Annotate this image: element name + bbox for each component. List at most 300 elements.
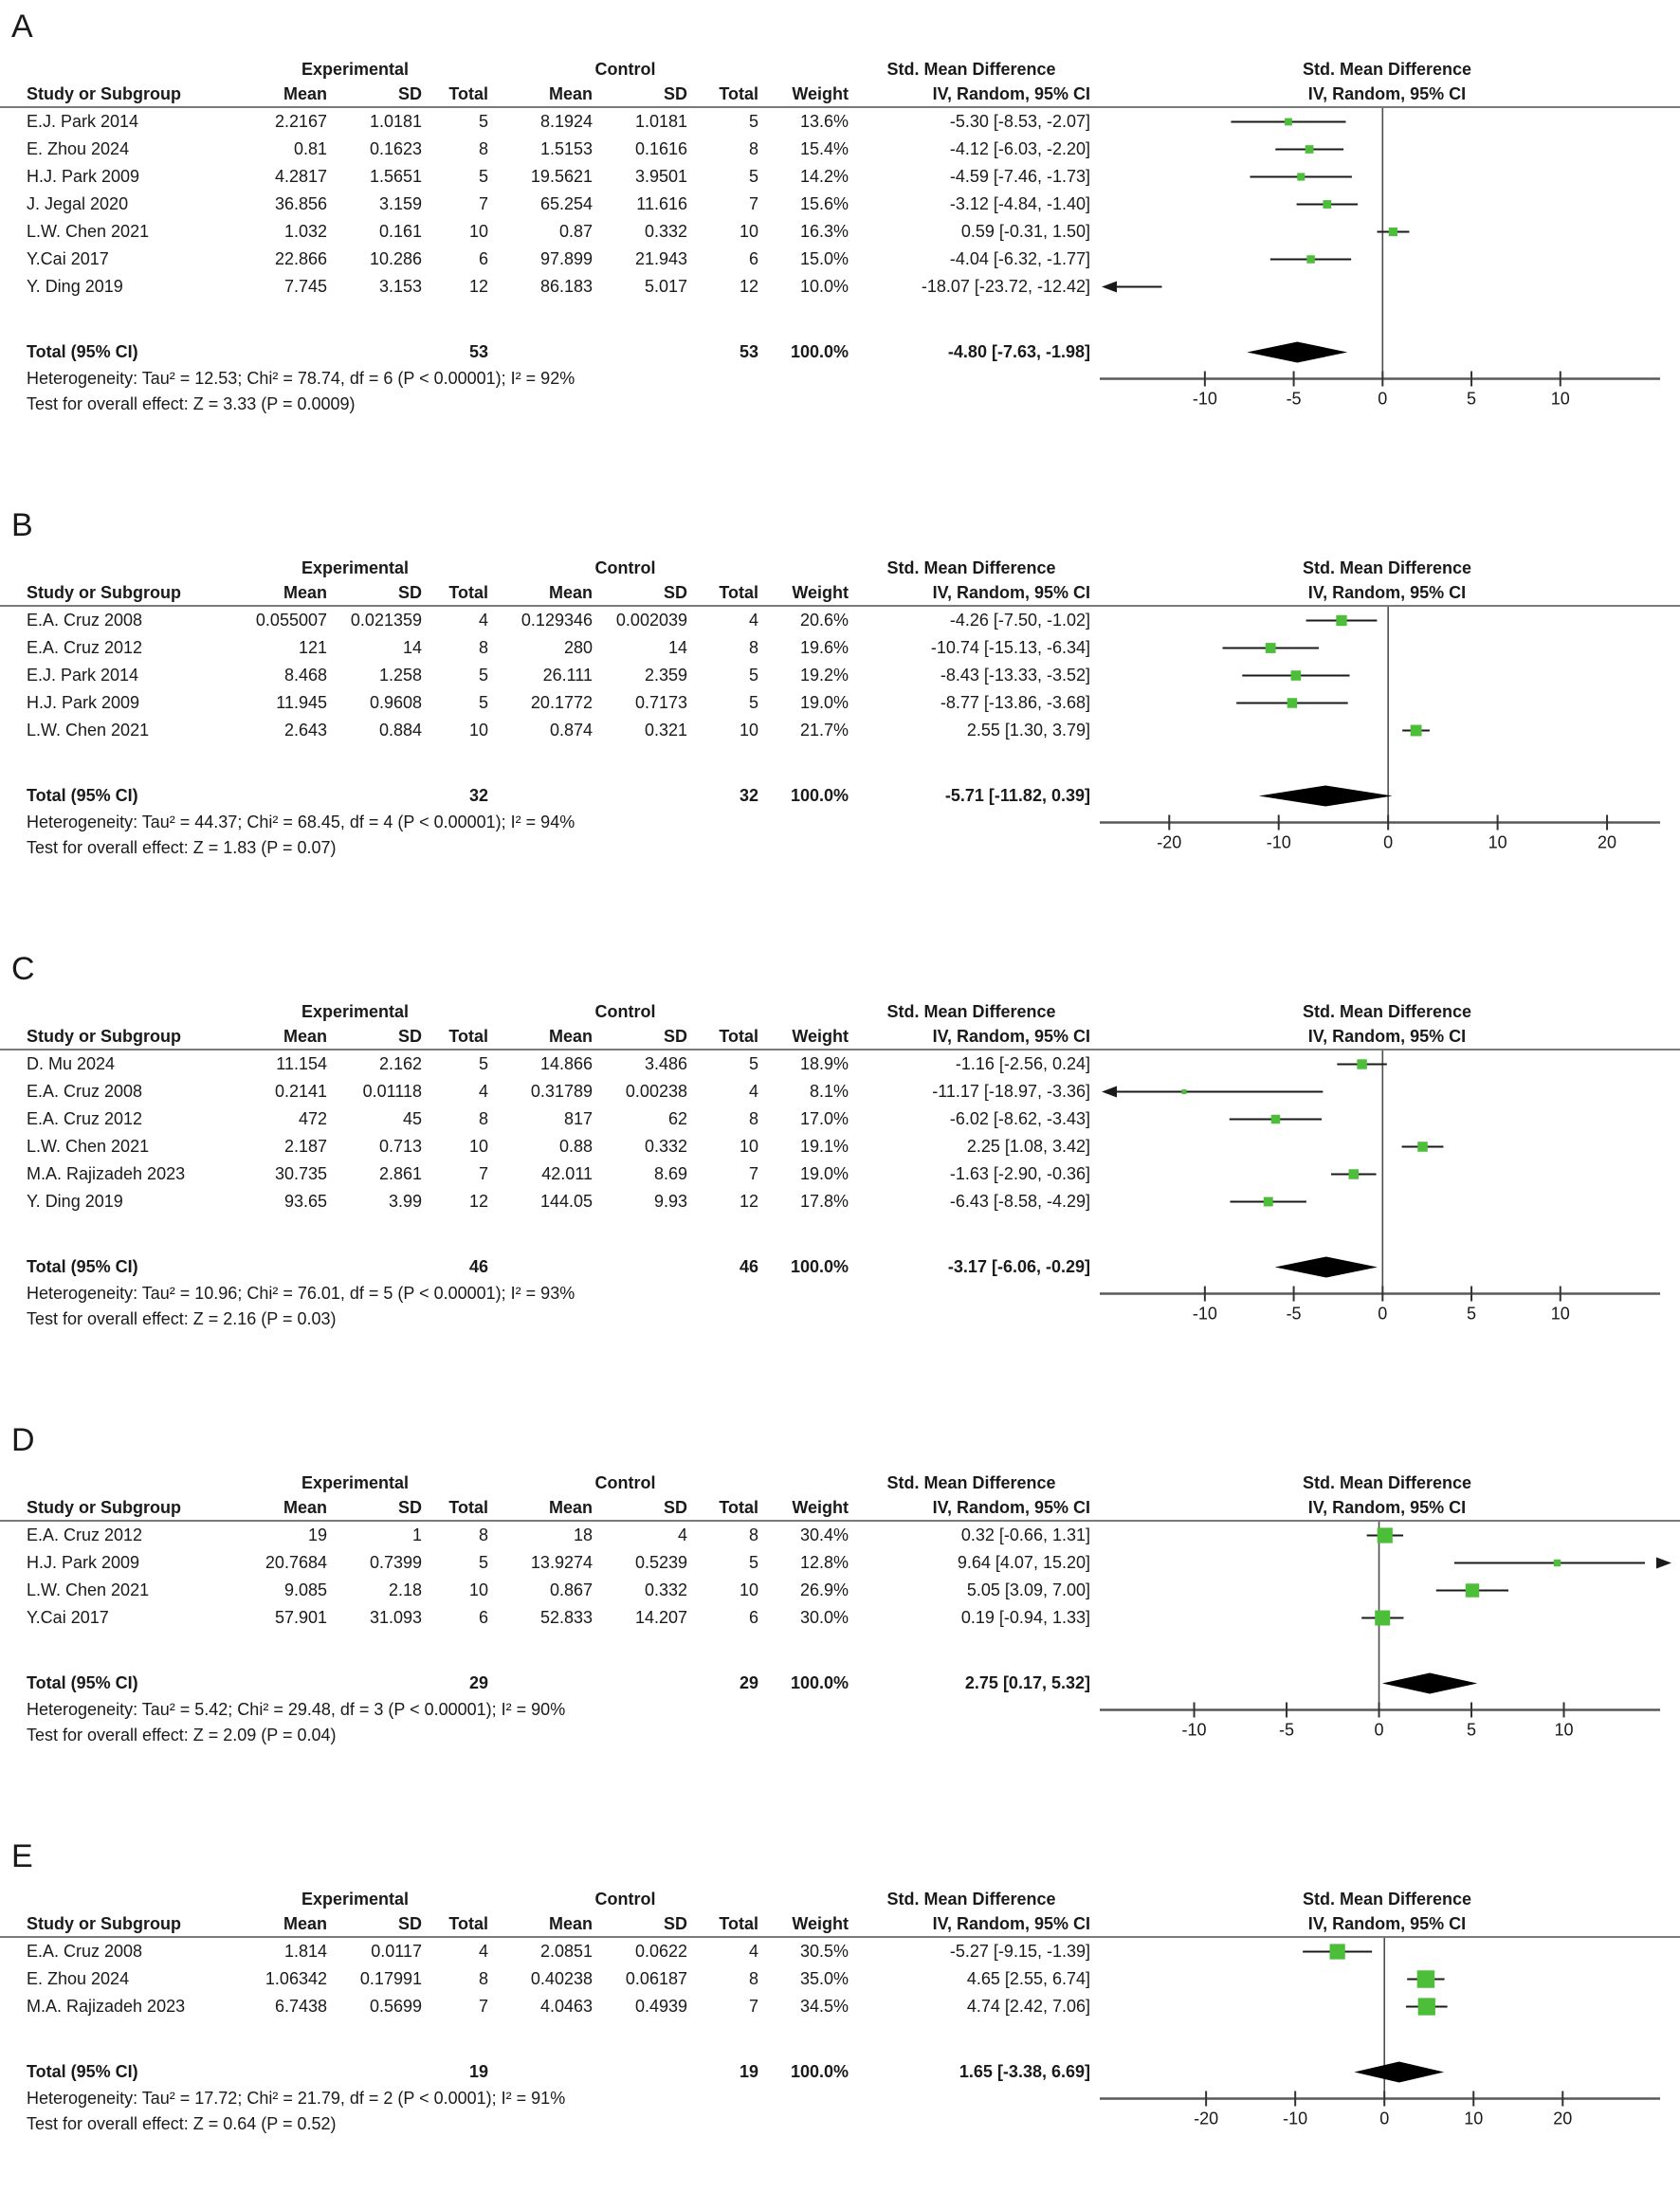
tick-label: -10 [1192,389,1217,409]
tick-label: 0 [1379,2109,1390,2128]
total-row [0,1253,1680,1281]
study-name: Y. Ding 2019 [27,1192,123,1211]
ctrl-sd-cell: 8.69 [653,1164,687,1183]
tick-label: 0 [1378,389,1388,409]
group-spacer [0,1887,218,1911]
study-row [0,634,1680,662]
tick-label: 0 [1374,1720,1384,1740]
ctrl-mean-cell: 52.833 [539,1608,593,1627]
ctrl-sd-cell: 3.9501 [634,167,687,186]
ctrl-total-cell: 4 [748,1942,758,1961]
panel-body [0,999,1680,1332]
study-row [0,1522,1680,1549]
total-weight: 100.0% [790,1257,849,1276]
smd-plot-group-header: Std. Mean Difference [1302,558,1472,577]
ci-text-cell: 0.19 [-0.94, 1.33] [960,1608,1090,1627]
study-name: H.J. Park 2009 [27,693,140,712]
exp-mean-cell: 36.856 [274,194,327,213]
total-weight: 100.0% [790,1673,849,1692]
ci-text-cell: -18.07 [-23.72, -12.42] [921,277,1090,296]
exp-total-cell: 7 [478,194,488,213]
exp-sd-cell: 2.18 [388,1580,422,1599]
exp-sd-cell: 14 [402,638,422,657]
ci-text-cell: 0.32 [-0.66, 1.31] [960,1525,1090,1544]
ci-text-cell: -8.77 [-13.86, -3.68] [940,693,1090,712]
ctrl-sd-cell: 0.5239 [634,1553,687,1572]
spacer-cell [218,1253,327,1281]
spacer-cell [327,782,422,810]
exp-total-header: Total [448,1498,488,1517]
spacer-cell [488,2058,593,2086]
exp-sd-header: SD [397,1498,422,1517]
ctrl-total-header: Total [719,1498,758,1517]
overall-effect-note: Test for overall effect: Z = 0.64 (P = 0.52) [27,2114,337,2133]
spacer-cell [593,1253,687,1281]
exp-total-cell: 8 [478,1525,488,1544]
control-group-header: Control [594,1473,656,1492]
weight-cell: 17.0% [799,1109,849,1128]
exp-sd-cell: 2.162 [378,1054,422,1073]
weight-cell: 15.6% [799,194,849,213]
group-spacer [758,57,849,82]
weight-cell: 26.9% [799,1580,849,1599]
study-row [0,717,1680,744]
weight-cell: 19.6% [799,638,849,657]
ctrl-total-cell: 7 [748,1997,758,2016]
experimental-group-header: Experimental [301,1890,410,1909]
overall-effect-note: Test for overall effect: Z = 3.33 (P = 0.0009) [27,394,356,413]
ci-text-cell: -5.30 [-8.53, -2.07] [949,112,1090,131]
tick-label: 5 [1467,389,1477,409]
study-column-header: Study or Subgroup [27,84,181,103]
total-weight: 100.0% [790,342,849,361]
column-header-row [0,1911,1680,1938]
study-name: H.J. Park 2009 [27,1553,140,1572]
ctrl-mean-cell: 817 [563,1109,593,1128]
study-row [0,1050,1680,1078]
study-row [0,1549,1680,1577]
ctrl-mean-cell: 4.0463 [539,1997,593,2016]
total-exp-total: 19 [468,2062,488,2081]
ctrl-total-cell: 8 [748,139,758,158]
group-header-row [0,556,1680,580]
control-group-header: Control [594,558,656,577]
ctrl-total-cell: 4 [748,611,758,630]
study-row [0,163,1680,191]
tick-label: 10 [1488,832,1507,852]
ctrl-total-header: Total [719,583,758,602]
exp-total-cell: 10 [468,721,488,740]
study-name: Y.Cai 2017 [27,1608,109,1627]
weight-header: Weight [792,1914,849,1933]
smd-plot-group-header: Std. Mean Difference [1302,1473,1472,1492]
weight-header: Weight [792,1027,849,1046]
ctrl-sd-cell: 62 [667,1109,687,1128]
study-name: L.W. Chen 2021 [27,222,150,241]
study-row [0,1938,1680,1965]
ci-text-cell: -11.17 [-18.97, -3.36] [932,1082,1090,1101]
spacer-cell [218,782,327,810]
ctrl-sd-cell: 1.0181 [634,112,687,131]
ctrl-sd-cell: 11.616 [636,194,687,213]
study-name: L.W. Chen 2021 [27,1580,150,1599]
exp-sd-cell: 3.99 [388,1192,422,1211]
exp-mean-cell: 7.745 [283,277,327,296]
ctrl-mean-cell: 1.5153 [539,139,593,158]
ctrl-total-cell: 12 [739,1192,758,1211]
total-label: Total (95% CI) [27,2062,138,2081]
ctrl-mean-cell: 97.899 [539,249,593,268]
exp-mean-cell: 19 [307,1525,327,1544]
ctrl-total-header: Total [719,1027,758,1046]
exp-sd-cell: 0.161 [378,222,422,241]
group-spacer [758,1470,849,1495]
column-header-row [0,1024,1680,1050]
exp-mean-cell: 20.7684 [265,1553,327,1572]
panel-D [0,1419,1680,1748]
panel-body [0,1887,1680,2137]
exp-total-cell: 5 [478,693,488,712]
weight-cell: 10.0% [799,277,849,296]
ctrl-total-cell: 7 [748,194,758,213]
smd-plot-group-header: Std. Mean Difference [1302,1890,1472,1909]
ctrl-sd-cell: 0.002039 [615,611,687,630]
ci-column-header: IV, Random, 95% CI [932,1498,1090,1517]
exp-mean-header: Mean [283,1498,327,1517]
smd-text-group-header: Std. Mean Difference [886,1002,1056,1021]
overall-effect-note: Test for overall effect: Z = 1.83 (P = 0.07) [27,838,337,857]
ctrl-mean-cell: 19.5621 [530,167,593,186]
exp-total-cell: 10 [468,1580,488,1599]
exp-sd-cell: 2.861 [378,1164,422,1183]
weight-header: Weight [792,583,849,602]
tick-label: -10 [1192,1304,1217,1324]
spacer-cell [327,1670,422,1697]
group-spacer [758,1887,849,1911]
ctrl-total-cell: 8 [748,1969,758,1988]
tick-label: 5 [1467,1304,1477,1324]
column-header-row [0,82,1680,108]
study-name: L.W. Chen 2021 [27,1137,150,1156]
ci-text-cell: 4.65 [2.55, 6.74] [966,1969,1090,1988]
heterogeneity-note: Heterogeneity: Tau² = 44.37; Chi² = 68.45, df = 4 (P < 0.00001); I² = 94% [27,813,575,831]
exp-sd-header: SD [397,1027,422,1046]
group-header-row [0,1470,1680,1495]
exp-total-cell: 12 [468,277,488,296]
ctrl-sd-cell: 0.00238 [625,1082,687,1101]
weight-cell: 34.5% [799,1997,849,2016]
overall-effect-note: Test for overall effect: Z = 2.16 (P = 0.03) [27,1309,337,1328]
total-row [0,2058,1680,2086]
exp-sd-cell: 1.0181 [369,112,422,131]
ctrl-mean-cell: 2.0851 [539,1942,593,1961]
exp-sd-cell: 0.713 [378,1137,422,1156]
exp-mean-cell: 30.735 [274,1164,327,1183]
study-column-header: Study or Subgroup [27,1027,181,1046]
weight-cell: 35.0% [799,1969,849,1988]
exp-mean-cell: 1.06342 [265,1969,327,1988]
column-header-row [0,580,1680,607]
study-name: E.A. Cruz 2012 [27,638,143,657]
heterogeneity-note: Heterogeneity: Tau² = 10.96; Chi² = 76.01, df = 5 (P < 0.00001); I² = 93% [27,1284,575,1303]
exp-mean-cell: 0.2141 [274,1082,327,1101]
exp-total-cell: 5 [478,1553,488,1572]
ctrl-total-cell: 8 [748,638,758,657]
exp-sd-cell: 1.5651 [369,167,422,186]
experimental-group-header: Experimental [301,1002,410,1021]
study-column-header: Study or Subgroup [27,583,181,602]
spacer-cell [488,338,593,366]
study-row [0,1078,1680,1105]
study-row [0,689,1680,717]
ctrl-total-cell: 8 [748,1109,758,1128]
exp-total-cell: 6 [478,249,488,268]
ctrl-mean-header: Mean [548,1914,593,1933]
weight-header: Weight [792,84,849,103]
ctrl-mean-cell: 0.88 [558,1137,593,1156]
weight-cell: 19.0% [799,1164,849,1183]
exp-sd-cell: 0.9608 [369,693,422,712]
panel-A [0,6,1680,417]
exp-total-header: Total [448,84,488,103]
exp-total-cell: 5 [478,666,488,685]
spacer-cell [593,2058,687,2086]
ctrl-mean-cell: 26.111 [542,666,593,685]
group-spacer [0,1470,218,1495]
ci-text-cell: 5.05 [3.09, 7.00] [966,1580,1090,1599]
exp-total-cell: 4 [478,1082,488,1101]
ctrl-mean-cell: 14.866 [539,1054,593,1073]
ctrl-sd-cell: 3.486 [644,1054,687,1073]
tick-label: -5 [1286,1304,1302,1324]
tick-label: -5 [1279,1720,1295,1740]
ci-text-cell: 2.55 [1.30, 3.79] [966,721,1090,740]
exp-total-cell: 5 [478,167,488,186]
exp-mean-header: Mean [283,1914,327,1933]
exp-mean-cell: 11.154 [276,1054,327,1073]
total-ctrl-total: 19 [739,2062,758,2081]
total-ctrl-total: 46 [739,1257,758,1276]
exp-total-cell: 12 [468,1192,488,1211]
plot-column-header: IV, Random, 95% CI [1307,583,1467,602]
ctrl-sd-cell: 21.943 [634,249,687,268]
ci-text-cell: 2.25 [1.08, 3.42] [966,1137,1090,1156]
ci-text-cell: -4.59 [-7.46, -1.73] [949,167,1090,186]
control-group-header: Control [594,60,656,79]
study-name: Y.Cai 2017 [27,249,109,268]
weight-cell: 30.5% [799,1942,849,1961]
exp-sd-cell: 0.884 [378,721,422,740]
weight-cell: 16.3% [799,222,849,241]
panel-body [0,1470,1680,1748]
tick-label: -20 [1194,2109,1219,2128]
exp-mean-cell: 1.032 [283,222,327,241]
heterogeneity-note: Heterogeneity: Tau² = 12.53; Chi² = 78.74, df = 6 (P < 0.00001); I² = 92% [27,369,575,388]
ci-text-cell: -1.16 [-2.56, 0.24] [955,1054,1090,1073]
exp-mean-cell: 1.814 [283,1942,327,1961]
group-spacer [758,999,849,1024]
ctrl-total-cell: 5 [748,666,758,685]
study-name: E.A. Cruz 2008 [27,1942,143,1961]
ctrl-sd-header: SD [663,1027,687,1046]
ci-text-cell: -4.26 [-7.50, -1.02] [949,611,1090,630]
group-spacer [758,556,849,580]
study-row [0,218,1680,246]
study-row [0,246,1680,273]
ctrl-mean-cell: 86.183 [539,277,593,296]
control-group-header: Control [594,1002,656,1021]
ctrl-total-cell: 5 [748,1054,758,1073]
exp-mean-cell: 2.2167 [274,112,327,131]
total-exp-total: 53 [468,342,488,361]
total-ci-text: 2.75 [0.17, 5.32] [964,1673,1090,1692]
group-header-row [0,1887,1680,1911]
spacer-cell [593,782,687,810]
weight-cell: 17.8% [799,1192,849,1211]
exp-total-header: Total [448,583,488,602]
total-label: Total (95% CI) [27,1673,138,1692]
ctrl-mean-cell: 0.867 [549,1580,593,1599]
study-name: E.J. Park 2014 [27,112,139,131]
exp-sd-cell: 1.258 [378,666,422,685]
study-name: M.A. Rajizadeh 2023 [27,1997,186,2016]
panel-label: A [11,9,33,45]
exp-sd-cell: 0.021359 [350,611,422,630]
ctrl-total-cell: 4 [748,1082,758,1101]
group-header-row [0,999,1680,1024]
total-ci-text: -3.17 [-6.06, -0.29] [947,1257,1090,1276]
exp-sd-header: SD [397,1914,422,1933]
exp-mean-cell: 57.901 [274,1608,327,1627]
study-row [0,1993,1680,2020]
study-name: E.A. Cruz 2012 [27,1525,143,1544]
ctrl-mean-cell: 0.129346 [520,611,593,630]
total-row [0,338,1680,366]
study-row [0,1133,1680,1160]
ci-text-cell: 4.74 [2.42, 7.06] [966,1997,1090,2016]
experimental-group-header: Experimental [301,60,410,79]
ctrl-sd-header: SD [663,1914,687,1933]
ctrl-mean-header: Mean [548,84,593,103]
ctrl-sd-cell: 0.332 [644,222,687,241]
study-row [0,1160,1680,1188]
study-row [0,1105,1680,1133]
exp-mean-header: Mean [283,583,327,602]
exp-mean-header: Mean [283,84,327,103]
tick-label: -5 [1286,389,1302,409]
ci-column-header: IV, Random, 95% CI [932,1027,1090,1046]
ctrl-sd-cell: 5.017 [644,277,687,296]
exp-mean-cell: 9.085 [283,1580,327,1599]
exp-total-cell: 10 [468,1137,488,1156]
study-name: E. Zhou 2024 [27,1969,130,1988]
study-name: E.J. Park 2014 [27,666,139,685]
exp-total-cell: 4 [478,611,488,630]
weight-header: Weight [792,1498,849,1517]
ctrl-mean-cell: 8.1924 [539,112,593,131]
exp-mean-cell: 8.468 [283,666,327,685]
ctrl-mean-cell: 144.05 [539,1192,593,1211]
ctrl-sd-cell: 4 [677,1525,687,1544]
heterogeneity-note: Heterogeneity: Tau² = 17.72; Chi² = 21.79, df = 2 (P < 0.0001); I² = 91% [27,2089,566,2108]
exp-total-cell: 8 [478,139,488,158]
exp-mean-cell: 2.643 [283,721,327,740]
study-row [0,273,1680,301]
group-header-row [0,57,1680,82]
ctrl-sd-cell: 14.207 [634,1608,687,1627]
tick-label: 0 [1383,832,1394,852]
weight-cell: 15.0% [799,249,849,268]
plot-column-header: IV, Random, 95% CI [1307,1498,1467,1517]
weight-cell: 8.1% [809,1082,849,1101]
ctrl-mean-cell: 0.31789 [530,1082,593,1101]
study-row [0,662,1680,689]
exp-total-header: Total [448,1914,488,1933]
study-row [0,108,1680,136]
plot-column-header: IV, Random, 95% CI [1307,84,1467,103]
ctrl-total-cell: 12 [739,277,758,296]
study-row [0,136,1680,163]
ctrl-total-cell: 5 [748,1553,758,1572]
exp-sd-cell: 1 [411,1525,422,1544]
ctrl-mean-cell: 13.9274 [530,1553,593,1572]
exp-total-cell: 7 [478,1997,488,2016]
ctrl-sd-cell: 0.332 [644,1580,687,1599]
total-row [0,782,1680,810]
total-weight: 100.0% [790,2062,849,2081]
ctrl-total-cell: 10 [739,222,758,241]
study-row [0,1577,1680,1604]
tick-label: 20 [1598,832,1617,852]
ctrl-total-cell: 6 [748,1608,758,1627]
ci-text-cell: -6.43 [-8.58, -4.29] [949,1192,1090,1211]
ctrl-mean-cell: 0.40238 [530,1969,593,1988]
study-column-header: Study or Subgroup [27,1914,181,1933]
group-spacer [0,999,218,1024]
spacer-cell [488,782,593,810]
exp-mean-cell: 0.81 [293,139,327,158]
exp-mean-cell: 2.187 [283,1137,327,1156]
ctrl-total-header: Total [719,1914,758,1933]
spacer-cell [488,1670,593,1697]
smd-text-group-header: Std. Mean Difference [886,1890,1056,1909]
exp-sd-cell: 3.159 [378,194,422,213]
ci-text-cell: -3.12 [-4.84, -1.40] [949,194,1090,213]
spacer-cell [218,338,327,366]
study-name: E.A. Cruz 2012 [27,1109,143,1128]
exp-mean-cell: 472 [298,1109,327,1128]
group-spacer [0,57,218,82]
weight-cell: 15.4% [799,139,849,158]
total-weight: 100.0% [790,786,849,805]
ctrl-total-cell: 8 [748,1525,758,1544]
exp-mean-cell: 6.7438 [274,1997,327,2016]
smd-plot-group-header: Std. Mean Difference [1302,60,1472,79]
ctrl-mean-cell: 0.874 [549,721,593,740]
spacer-cell [218,2058,327,2086]
exp-sd-cell: 3.153 [378,277,422,296]
ctrl-mean-header: Mean [548,1027,593,1046]
ci-text-cell: -4.12 [-6.03, -2.20] [949,139,1090,158]
ci-column-header: IV, Random, 95% CI [932,1914,1090,1933]
group-spacer [0,556,218,580]
smd-plot-group-header: Std. Mean Difference [1302,1002,1472,1021]
tick-label: 10 [1550,389,1570,409]
ctrl-total-cell: 6 [748,249,758,268]
total-row [0,1670,1680,1697]
exp-mean-header: Mean [283,1027,327,1046]
smd-text-group-header: Std. Mean Difference [886,60,1056,79]
